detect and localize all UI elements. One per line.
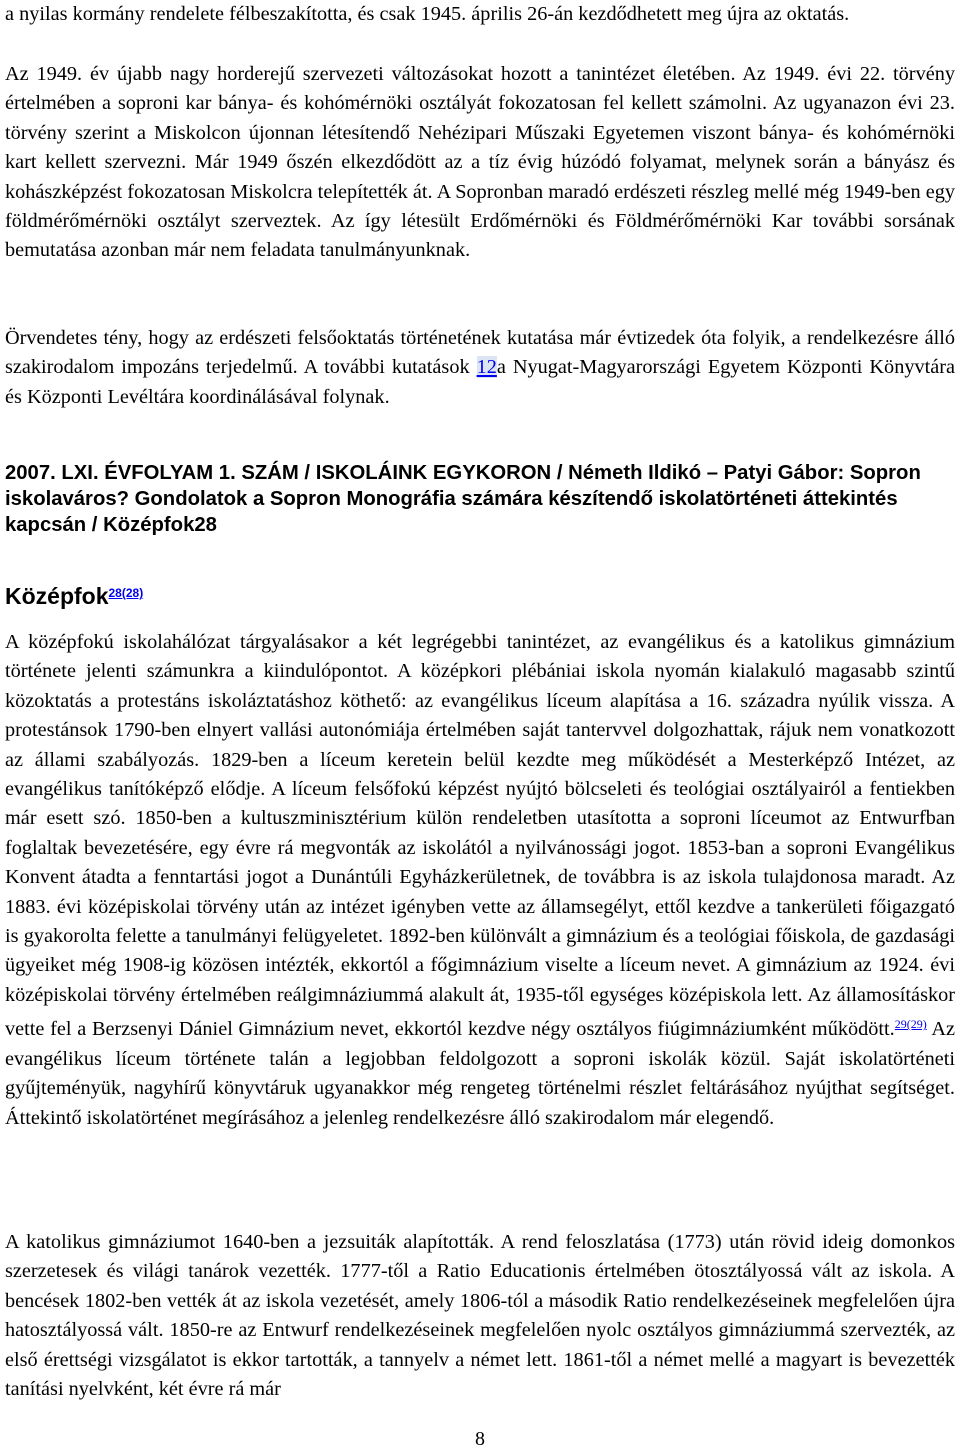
- paragraph-2: Az 1949. év újabb nagy horderejű szervezeti változásokat hozott a tanintézet életében. Az 1949. évi 22. törvény értelmében a soproni kar bánya- és kohómérnöki osztályát fokozatosan fel kellett számolni. Az ugyanazon évi 23. törvény szerint a Miskolcon újonnan létesítendő Nehézipari Műszaki Egyetemen viszont bánya- és kohómérnöki kart kellett szervezni. Már 1949 őszén elkezdődött az a tíz évig húzódó folyamat, melynek során a bányász és kohászképzést fokozatosan Miskolcra telepítették át. A Sopronban maradó erdészeti részleg mellé még 1949-ben egy földmérőmérnöki osztályt szerveztek. Az így létesült Erdőmérnöki és Földmérőmérnöki Kar további sorsának bemutatása azonban már nem feladata tanulmányunknak.: [5, 63, 955, 262]
- paragraph-4-text-b: Az evangélikus líceum története talán a legjobban feldolgozott a soproni iskolák közül. Saját iskolatörténeti gyűjteményük, nagyhírű könyvtáruk ugyanakkor még rengeteg történelmi részlet feltárásához nyújthat segítséget. Áttekintő iskolatörténet megírásához a jelenleg rendelkezésre álló szakirodalom már elegendő.: [5, 1018, 955, 1129]
- page-number: 8: [475, 1428, 485, 1450]
- paragraph-3: [5, 324, 955, 412]
- paragraph-1: a nyilas kormány rendelete félbeszakította, és csak 1945. április 26-án kezdődhetett meg újra az oktatás.: [5, 3, 850, 25]
- section-title: [5, 578, 143, 611]
- paragraph-3-text-b: a Nyugat-Magyarországi Egyetem Központi Könyvtára és Központi Levéltára koordinálásával folynak.: [5, 356, 956, 408]
- paragraph-4-text-a: A középfokú iskolahálózat tárgyalásakor a két legrégebbi tanintézet, az evangélikus és a katolikus gimnázium története jelenti számunkra a kiindulópontot. A középkori plébániai iskola nyomán kialakuló magasabb szintű közoktatás a protestáns iskoláztatáshoz köthető: az evangélikus líceum alapítása a 16. századra nyúlik vissza. A protestánsok 1790-ben elnyert vallási autonómiája értelmében saját tantervvel dolgozhattak, rájuk nem vonatkozott az állami szabályozás. 1829-ben a líceum keretein belül kezdte meg működését a Mesterképző Intézet, az evangélikus tanítóképző elődje. A líceum felsőfokú képzést nyújtó bölcseleti és teológiai osztályairól a fentiekben már esett szó. 1850-ben a kultuszminisztérium külön rendeletben utasította a soproni líceumot az Entwurfban foglaltak bevezetésére, egy évre rá megvonták az iskolától a nyilvánossági jogot. 1853-ban a soproni Evangélikus Konvent átadta a fenntartási jogot a Dunántúli Egyházkerületnek, de továbbra is az iskola tulajdonosa maradt. Az 1883. évi középiskolai törvény után az intézet igényben vette az államsegélyt, ettől kezdve a tankerületi főigazgató is gyakorolta felette a tanulmányi felügyeletet. 1892-ben különvált a gimnázium és a teológiai főiskola, de gazdasági ügyeiket még 1908-ig közösen intézték, ekkortól a főgimnázium viselte a líceum nevet. A gimnázium az 1924. évi középiskolai törvény értelmében reálgimnáziummá alakult át, 1935-től egységes középiskola lett. Az államosításkor vette fel a Berzsenyi Dániel Gimnázium nevet, ekkortól kezdve négy osztályos fiúgimnáziumként működött.: [5, 631, 955, 1041]
- citation-header: 2007. LXI. ÉVFOLYAM 1. SZÁM / ISKOLÁINK EGYKORON / Németh Ildikó – Patyi Gábor: Sopron iskolaváros? Gondolatok a Sopron Monográfia számára készítendő iskolatörténeti áttekintés kapcsán / Középfok28: [5, 462, 921, 536]
- paragraph-3-text-a: Örvendetes tény, hogy az erdészeti felsőoktatás történetének kutatása már évtizedek óta folyik, a rendelkezésre álló szakirodalom impozáns terjedelmű. A további kutatások: [5, 327, 955, 379]
- section-title-text: Középfok: [5, 583, 109, 609]
- paragraph-5: A katolikus gimnáziumot 1640-ben a jezsuiták alapították. A rend feloszlatása (1773) után rövid ideig domonkos szerzetesek és világi tanárok vezették. 1777-től a Ratio Educationis értelmében ötosztályossá vált az iskola. A bencések 1802-ben vették át az iskola vezetését, amely 1806-tól a második Ratio rendelkezéseinek megfelelően újra hatosztályossá vált. 1850-re az Entwurf rendelkezéseinek megfelelően nyolc osztályos gimnáziummá szervezték, az első érettségi vizsgálatot is ekkor tartották, a tannyelv a német lett. 1861-től a német mellé a magyart is bevezették tanítási nyelvként, két évre rá már: [5, 1231, 955, 1401]
- reference-link-12[interactable]: 12: [476, 356, 497, 379]
- footnote-link-29[interactable]: 29(29): [894, 1017, 927, 1032]
- paragraph-4: [5, 628, 955, 1133]
- footnote-link-28[interactable]: 28(28): [108, 586, 144, 600]
